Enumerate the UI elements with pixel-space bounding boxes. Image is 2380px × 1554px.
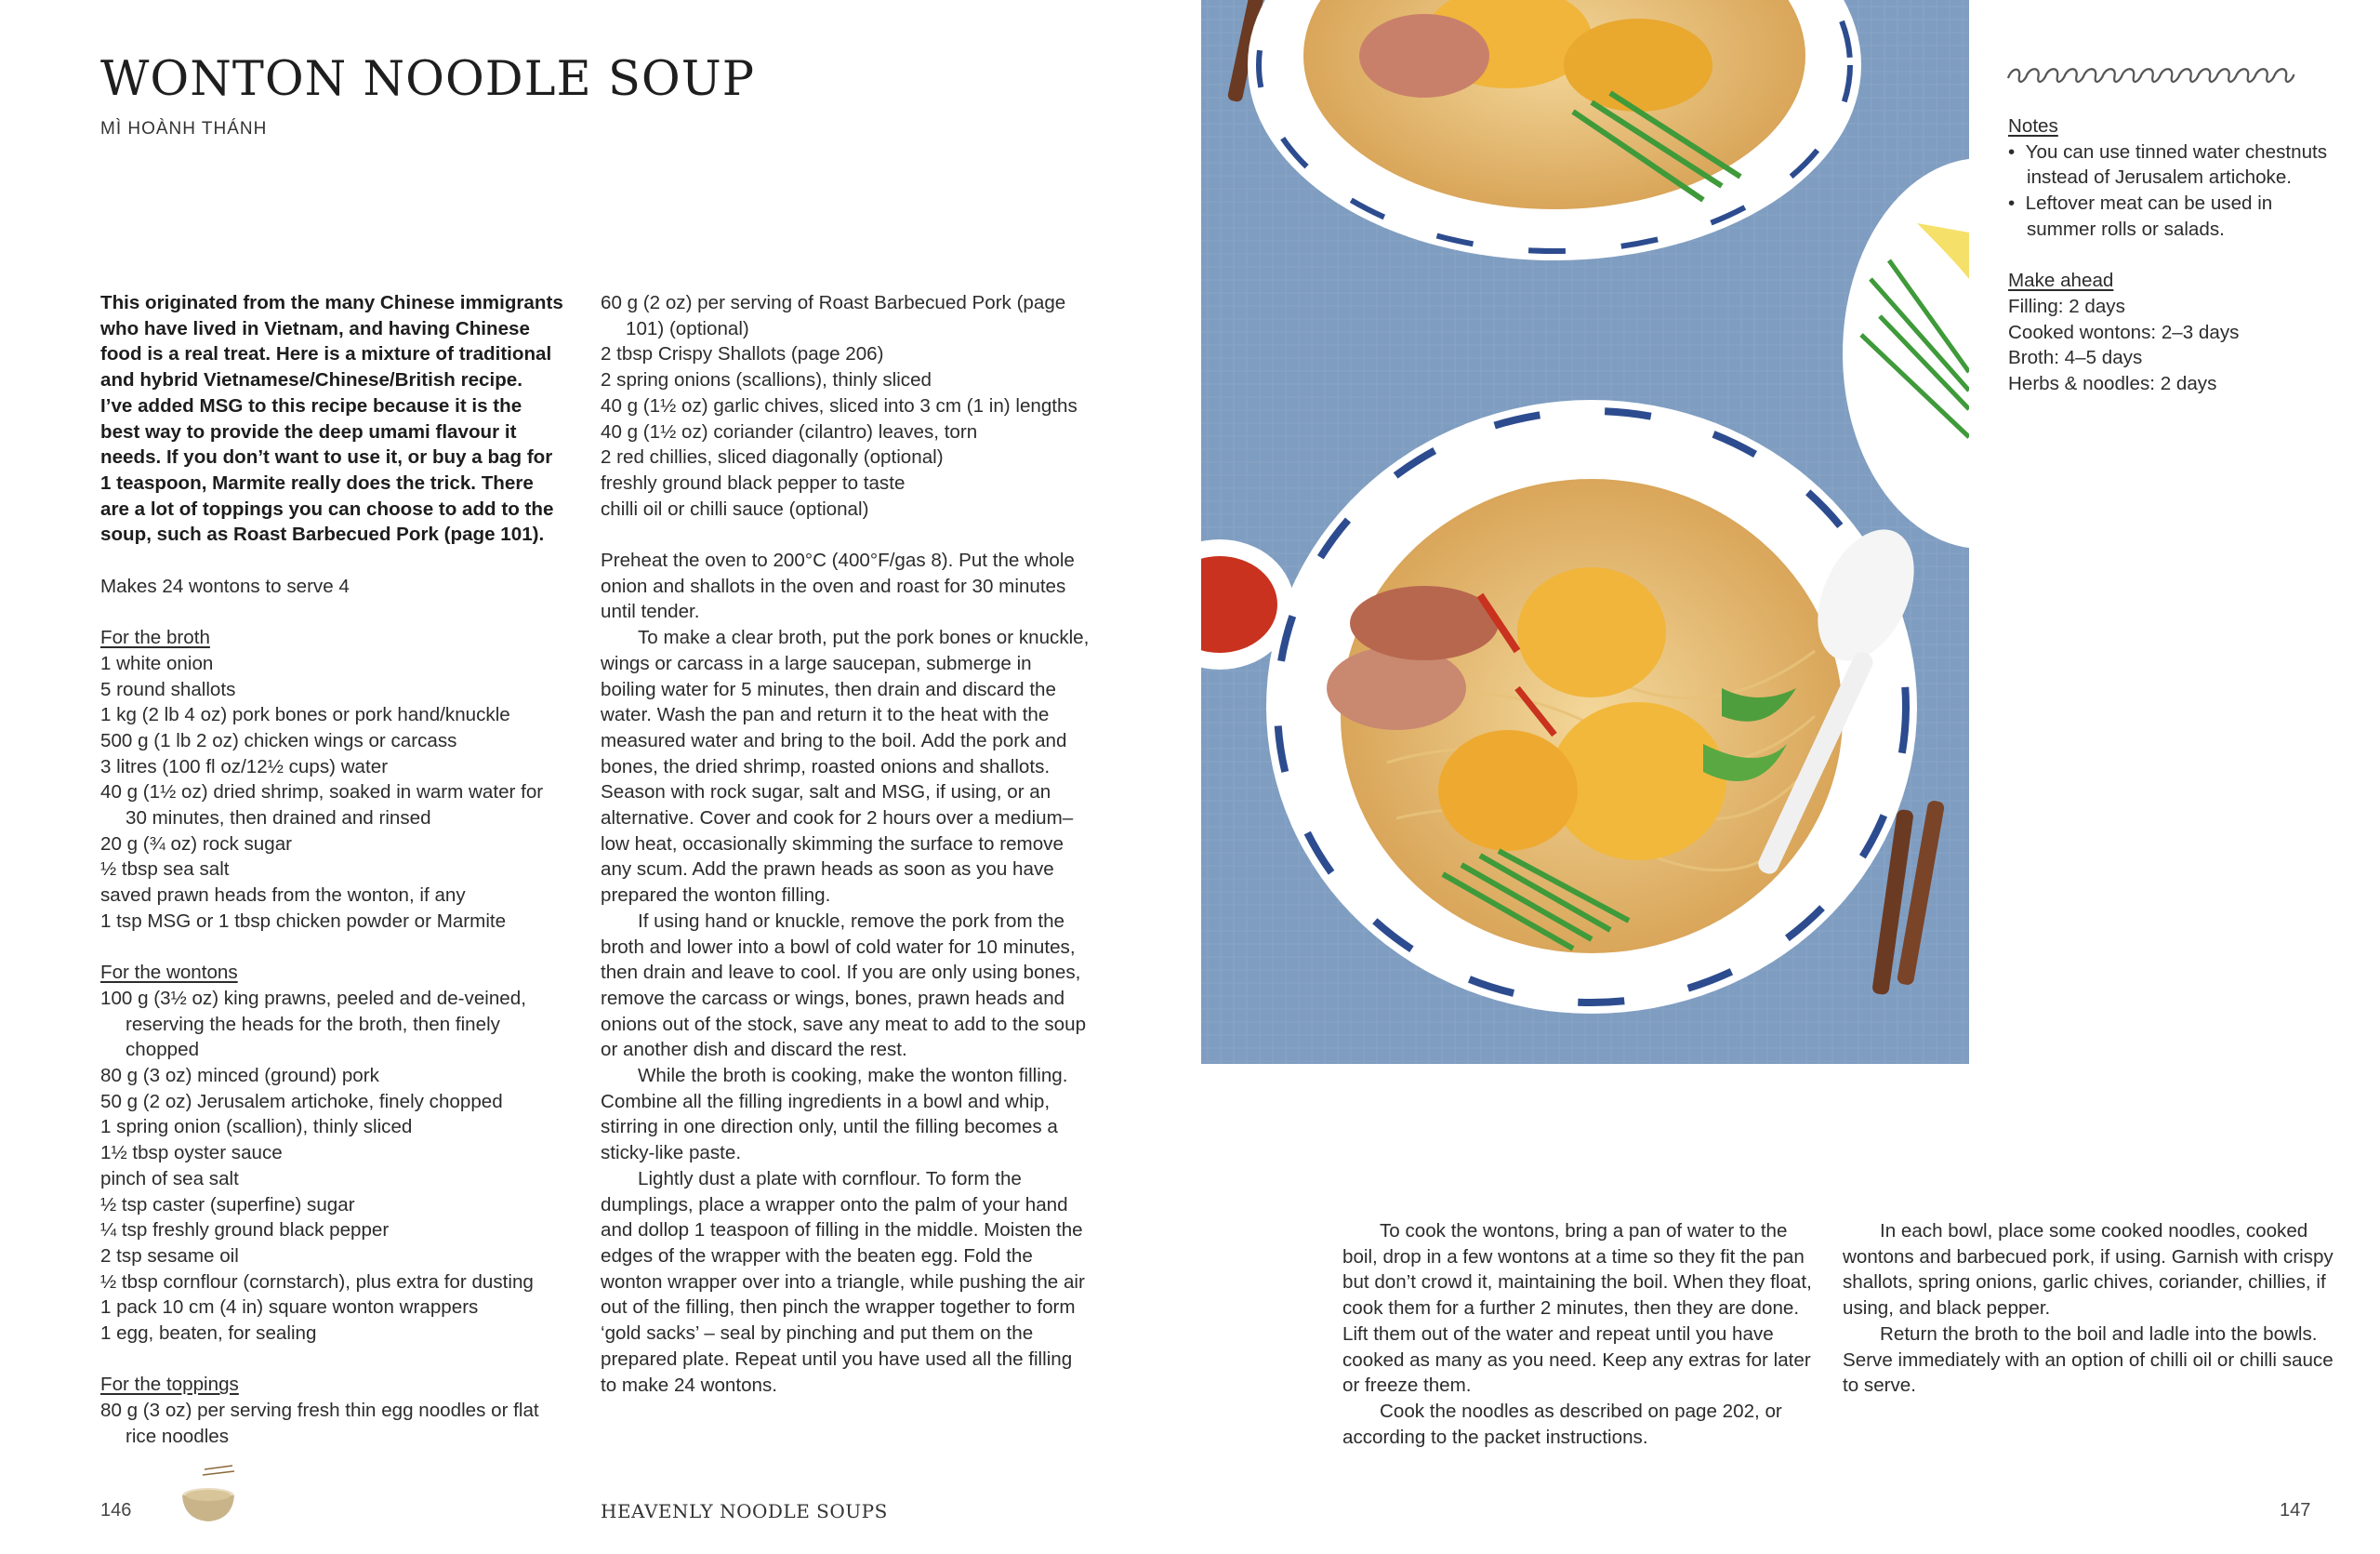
ingredient-item: 50 g (2 oz) Jerusalem artichoke, finely chopped [100,1090,503,1112]
column-1 [100,290,575,1450]
intro-paragraph [100,290,575,548]
method-paragraph: If using hand or knuckle, remove the pork from the broth and lower into a bowl of cold water for 10 minutes, then drain and leave to cool. If you are only using bones, remove the carcass or wings, bones, prawn heads and onions out of the stock, save any meat to add to the soup or another dish and discard the rest. [601,910,1087,1061]
toppings-heading: For the toppings [100,1374,239,1396]
ingredient-item: 1 spring onion (scallion), thinly sliced [100,1116,413,1138]
intro-line: best way to provide the deep umami flavour it [100,420,517,443]
intro-line: I’ve added MSG to this recipe because it is the [100,394,522,417]
notes-list [2008,139,2334,243]
ingredient-item: 1 pack 10 cm (4 in) square wonton wrappers [100,1296,479,1319]
ingredient-item: 2 tbsp Crispy Shallots (page 206) [601,343,884,365]
intro-line: soup, such as Roast Barbecued Pork (page 101). [100,524,545,546]
note-text: You can use tinned water chestnuts instead of Jerusalem artichoke. [2025,140,2328,189]
make-ahead-item: Broth: 4–5 days [2008,347,2143,369]
wontons-heading: For the wontons [100,962,238,984]
intro-line: food is a real treat. Here is a mixture of traditional [100,343,552,365]
method-paragraph: While the broth is cooking, make the wonton filling. Combine all the filling ingredients in a bowl and whip, stirring in one direction only, until the filling becomes a sticky-like paste. [601,1065,1068,1164]
page-number-right: 147 [2280,1500,2311,1521]
ingredient-item: 2 spring onions (scallions), thinly sliced [601,369,932,392]
ingredient-item: 20 g (¾ oz) rock sugar [100,832,293,855]
running-head: HEAVENLY NOODLE SOUPS [601,1500,888,1522]
broth-ingredient-list [100,651,575,935]
make-ahead-item: Cooked wontons: 2–3 days [2008,321,2240,343]
make-ahead-heading: Make ahead [2008,270,2114,292]
intro-line: are a lot of toppings you can choose to add to the [100,498,554,520]
ingredient-item: ½ tsp caster (superfine) sugar [100,1193,355,1215]
intro-line: 1 teaspoon, Marmite really does the trick. There [100,472,534,494]
ingredient-item: pinch of sea salt [100,1167,239,1189]
noodle-bowl-icon [177,1464,244,1525]
note-text: Leftover meat can be used in summer rolls or salads. [2025,193,2273,240]
sidebar-notes [2008,113,2334,397]
column-3 [1342,1218,1826,1450]
ingredient-item: 1 tsp MSG or 1 tbsp chicken powder or Marmite [100,910,507,932]
ingredient-item: 80 g (3 oz) minced (ground) pork [100,1065,379,1087]
page-number-left: 146 [100,1500,132,1521]
ingredient-item: 60 g (2 oz) per serving of Roast Barbecued Pork (page 101) (optional) [601,292,1066,339]
intro-line: needs. If you don’t want to use it, or buy a bag for [100,446,553,469]
ingredient-item: 1 egg, beaten, for sealing [100,1322,317,1345]
ingredient-item: ½ tbsp cornflour (cornstarch), plus extra for dusting [100,1270,534,1293]
method-paragraph: Lightly dust a plate with cornflour. To form the dumplings, place a wrapper onto the palm of your hand and dollop 1 teaspoon of filling in the middle. Moisten the edges of the wrapper with the beaten egg. Fold the wonton wrapper over into a triangle, while pushing the air out of the filling, then pinch the wrapper together to form ‘gold sacks’ – seal by pinching and put them on the prepared plate. Repeat until you have used all the filling to make 24 wontons. [601,1167,1085,1396]
note-item [2008,191,2278,242]
intro-line: This originated from the many Chinese immigrants [100,292,563,313]
method-paragraph: Preheat the oven to 200°C (400°F/gas 8). Put the whole onion and shallots in the oven and roast for 30 minutes until tender. [601,550,1075,623]
method-paragraph: To make a clear broth, put the pork bones or knuckle, wings or carcass in a large saucepan, submerge in boiling water for 5 minutes, then drain and discard the water. Wash the pan and return it to the heat with the measured water and bring to the boil. Add the pork and bones, the dried shrimp, roasted onions and shallots. Season with rock sugar, salt and MSG, if using, or an alternative. Cover and cook for 2 hours over a medium–low heat, occasionally skimming the surface to remove any scum. Add the prawn heads as soon as you have prepared the wonton filling. [601,627,1090,907]
make-ahead-item: Herbs & noodles: 2 days [2008,373,2217,395]
ingredient-item: 1 kg (2 lb 4 oz) pork bones or pork hand/knuckle [100,704,510,726]
bullet-icon: • [2008,193,2026,215]
ingredient-item: 40 g (1½ oz) coriander (cilantro) leaves, torn [601,420,978,443]
ingredient-item: saved prawn heads from the wonton, if any [100,884,466,907]
food-photo [1201,0,1969,1064]
ingredient-item: 500 g (1 lb 2 oz) chicken wings or carcass [100,729,457,751]
ingredient-item: 2 tsp sesame oil [100,1244,239,1267]
make-ahead-item: Filling: 2 days [2008,295,2125,317]
ingredient-item: chilli oil or chilli sauce (optional) [601,498,869,520]
column-2 [601,290,1091,1398]
note-item [2008,139,2334,191]
method-text [601,548,1091,1398]
ingredient-item: 1 white onion [100,652,214,674]
ingredient-item: 1½ tbsp oyster sauce [100,1142,283,1164]
toppings-ingredient-list [601,290,1091,522]
make-ahead-list [2008,294,2334,397]
ingredient-item: 2 red chillies, sliced diagonally (optional) [601,446,944,469]
bullet-icon: • [2008,140,2026,163]
broth-heading: For the broth [100,627,210,649]
method-paragraph: In each bowl, place some cooked noodles, cooked wontons and barbecued pork, if using. Garnish with crispy shallots, spring onions, garlic chives, coriander, chillies, if using, and black pepper. [1843,1220,2334,1320]
method-paragraph: Cook the noodles as described on page 202, or according to the packet instructions. [1342,1400,1782,1448]
ingredient-item: freshly ground black pepper to taste [601,472,906,494]
ingredient-item: 100 g (3½ oz) king prawns, peeled and de-veined, reserving the heads for the broth, then finely chopped [100,987,526,1061]
column-4 [1843,1218,2335,1399]
ingredient-item: 40 g (1½ oz) garlic chives, sliced into 3 cm (1 in) lengths [601,394,1078,417]
recipe-title: WONTON NOODLE SOUP [100,52,756,107]
intro-line: who have lived in Vietnam, and having Chinese [100,317,530,339]
wontons-ingredient-list [100,986,575,1347]
ingredient-item: 80 g (3 oz) per serving fresh thin egg noodles or flat rice noodles [100,1400,539,1447]
ingredient-item: ¼ tsp freshly ground black pepper [100,1219,390,1242]
ingredient-item: 3 litres (100 fl oz/12½ cups) water [100,755,389,777]
method-paragraph: Return the broth to the boil and ladle into the bowls. Serve immediately with an option of chilli oil or chilli sauce to serve. [1843,1322,2334,1397]
wave-decoration-icon [2006,65,2296,86]
ingredient-item: ½ tbsp sea salt [100,858,230,881]
notes-heading: Notes [2008,115,2058,137]
recipe-subtitle: MÌ HOÀNH THÁNH [100,119,268,139]
yield-text: Makes 24 wontons to serve 4 [100,575,350,597]
ingredient-item: 5 round shallots [100,678,236,700]
ingredient-item: 40 g (1½ oz) dried shrimp, soaked in warm water for 30 minutes, then drained and rinsed [100,781,544,830]
intro-line: and hybrid Vietnamese/Chinese/British recipe. [100,369,522,392]
method-paragraph: To cook the wontons, bring a pan of water to the boil, drop in a few wontons at a time so they fit the pan but don’t crowd it, maintaining the boil. When they float, cook them for a further 2 minutes, then they are done. Lift them out of the water and repeat until you have cooked as many as you need. Keep any extras for later or freeze them. [1342,1220,1812,1397]
